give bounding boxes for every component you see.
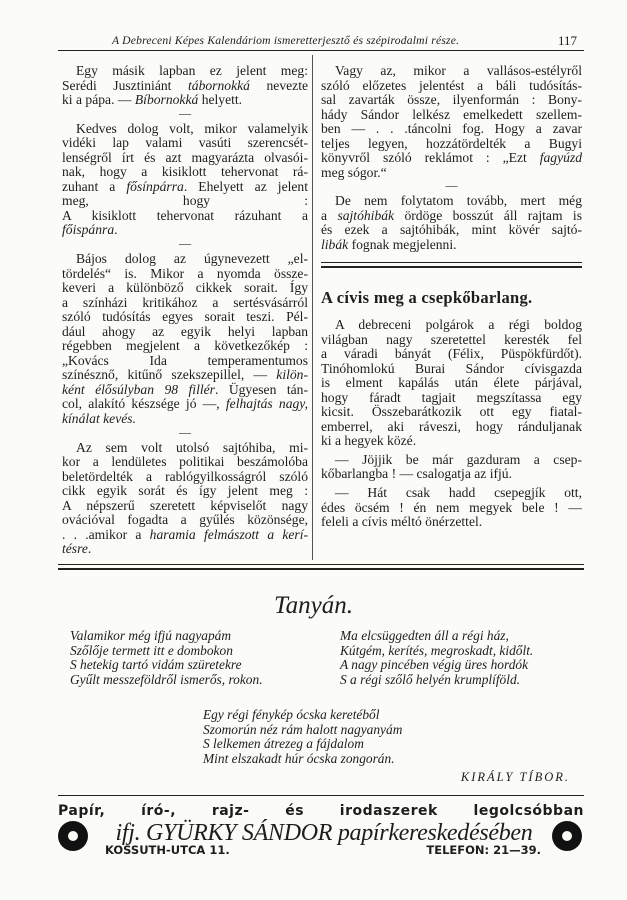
text: keveri a különböző cikkek sorait. Így bbox=[62, 280, 308, 296]
text: régebben megjelent a következőkép : bbox=[62, 338, 308, 354]
right-column bbox=[321, 64, 582, 253]
story-title: A cívis meg a csepkőbarlang. bbox=[321, 288, 533, 307]
text-line bbox=[62, 281, 308, 296]
paragraph-separator: — bbox=[179, 105, 191, 120]
text: — Jöjjik be már gazduram a csep- bbox=[335, 451, 582, 467]
text-line bbox=[321, 515, 582, 530]
text: Serédi Jusztiniánt bbox=[62, 77, 189, 93]
ad-circle-right-icon bbox=[552, 821, 582, 851]
text: a bbox=[321, 207, 338, 223]
page-number: 117 bbox=[558, 33, 578, 48]
paragraph-separator: — bbox=[179, 424, 191, 439]
text: világban nagy szeretettel keresték fel bbox=[321, 331, 582, 347]
text-line bbox=[62, 79, 308, 94]
text: lenségről írt és azt magyarázta olvasói- bbox=[62, 149, 308, 165]
text-line bbox=[321, 486, 582, 501]
text: nak, hogy a kisiklott tehervonat rá- bbox=[62, 164, 308, 180]
text: beletördelték a rablógyilkosságról szóló bbox=[62, 468, 308, 484]
text: szóló tudósítás egyes sorait teszi. Pél- bbox=[62, 309, 308, 325]
text-line bbox=[321, 137, 582, 152]
ad-phone: TELEFON: 21—39. bbox=[426, 843, 541, 857]
text-line bbox=[62, 455, 308, 470]
text: teljes legyen, hozzátördelték a Bugyi bbox=[321, 135, 582, 151]
text: helyett. bbox=[198, 92, 243, 108]
poem-line: Mint elszakadt húr ócska zongorán. bbox=[203, 750, 395, 766]
paragraph-separator: — bbox=[179, 236, 191, 251]
text: kőbarlangba ! — csalogatja az ifjú. bbox=[321, 466, 512, 482]
text: cikk egyik sorát és így jelent meg : bbox=[62, 483, 308, 499]
text-line bbox=[62, 180, 308, 195]
text: — Hát csak hadd csepegjík ott, bbox=[335, 485, 582, 501]
poem-line: S lelkemen átrezeg a fájdalom bbox=[203, 736, 364, 752]
text-line bbox=[321, 333, 582, 348]
text-line bbox=[321, 362, 582, 377]
poem-line: Gyűlt messzeföldről ismerős, rokon. bbox=[70, 671, 263, 687]
poem-author: KIRÁLY TÍBOR. bbox=[460, 770, 570, 784]
text-line bbox=[62, 513, 308, 528]
poem-line: Valamikor még ifjú nagyapám bbox=[70, 628, 232, 643]
text: A kisiklott tehervonat rázuhant a bbox=[62, 207, 308, 223]
text-line bbox=[321, 122, 582, 137]
text-line bbox=[62, 368, 308, 383]
text: kor a lendületes politikai beszámolóba bbox=[62, 454, 308, 470]
text-line bbox=[321, 434, 582, 449]
poem-line: Szőlője termett itt e dombokon bbox=[70, 642, 233, 658]
text-line bbox=[321, 347, 582, 362]
ad-address: KOSSUTH-UTCA 11. bbox=[105, 843, 230, 857]
text-line bbox=[62, 267, 308, 282]
text-line bbox=[321, 453, 582, 468]
text-line bbox=[62, 209, 308, 224]
text: . Ügyesen tán- bbox=[214, 381, 308, 397]
text: színésznő, kitűnő szekszepillel, — bbox=[62, 367, 277, 383]
text-line bbox=[62, 397, 308, 412]
text: szóló előzetes jelentést a báli tudósítás- bbox=[321, 77, 582, 93]
text: col, alakító készsége jó —, bbox=[62, 396, 226, 412]
text: ki a pápa. — bbox=[62, 92, 135, 108]
text: . . .amikor a bbox=[62, 526, 150, 542]
text-line bbox=[62, 339, 308, 354]
text-line bbox=[62, 470, 308, 485]
text: Az sem volt utolsó sajtóhiba, mi- bbox=[76, 439, 308, 455]
story-body bbox=[321, 318, 582, 530]
header-rule bbox=[58, 50, 584, 51]
text-line bbox=[62, 252, 308, 267]
text-line bbox=[321, 93, 582, 108]
italic-text: kínálat kevés. bbox=[62, 411, 136, 427]
text-line bbox=[321, 405, 582, 420]
paragraph bbox=[321, 453, 582, 482]
italic-text: kilön- bbox=[276, 367, 308, 383]
text-line bbox=[62, 499, 308, 514]
text: Kedves dolog volt, mikor valamelyik bbox=[76, 120, 308, 136]
poem-line: S hetekig tartó vidám szüretekre bbox=[70, 657, 242, 673]
ad-shop-name: ifj. GYÜRKY SÁNDOR papírkereskedésében bbox=[115, 820, 533, 846]
italic-text: haramia felmászott a kerí- bbox=[149, 526, 309, 542]
paragraph bbox=[321, 486, 582, 530]
text-line bbox=[62, 122, 308, 137]
text: a váradi bányát (Félix, Püspökfürdőt). bbox=[321, 346, 582, 362]
italic-text: Bíbornokká bbox=[134, 92, 199, 108]
text-line bbox=[321, 238, 582, 253]
poem-line: S a régi szőlő helyén krumplíföld. bbox=[340, 671, 521, 687]
text-line bbox=[62, 136, 308, 151]
text: sal zavarták össze, ilyenformán : Bony- bbox=[321, 92, 582, 108]
text: ördöge bosszút áll rajtam is bbox=[394, 207, 582, 223]
text-line bbox=[321, 420, 582, 435]
text-line bbox=[321, 501, 582, 516]
italic-text: tésre bbox=[62, 541, 88, 557]
text-line bbox=[321, 194, 582, 209]
text: vidéki lap valami vasúti szerencsét- bbox=[62, 135, 308, 151]
poem-line: Egy régi fénykép ócska keretéből bbox=[203, 707, 380, 722]
text-line bbox=[62, 441, 308, 456]
text: emberrel, aki ráveszi, hogy ránduljanak bbox=[321, 418, 582, 434]
text: zuhant a bbox=[62, 178, 127, 194]
text: Bájos dolog az úgynevezett „el- bbox=[76, 251, 308, 267]
italic-text: libák bbox=[321, 237, 349, 253]
text-line bbox=[321, 209, 582, 224]
column-divider bbox=[312, 55, 313, 560]
page-double-rule-bottom bbox=[58, 568, 584, 570]
text-line bbox=[62, 325, 308, 340]
text-line bbox=[62, 296, 308, 311]
poem-stanza-2 bbox=[340, 629, 533, 687]
paragraph bbox=[321, 64, 582, 180]
text: és ezek a sajtóhibák, mint kövér sajtó- bbox=[321, 222, 582, 238]
paragraph bbox=[321, 318, 582, 449]
text: Vagy az, mikor a vallásos-estélyről bbox=[335, 63, 582, 78]
section-double-rule-top bbox=[321, 262, 582, 263]
text-line bbox=[62, 383, 308, 398]
text: . bbox=[87, 541, 92, 557]
poem-stanza-1 bbox=[70, 629, 263, 687]
ad-headline: Papír, író-, rajz- és irodaszerek legolcsóbban bbox=[58, 803, 584, 819]
text-line bbox=[62, 484, 308, 499]
paragraph bbox=[62, 122, 308, 238]
text: De nem folytatom tovább, mert még bbox=[335, 193, 582, 209]
text: a színházi kritikához a sertésvásárról bbox=[62, 294, 308, 310]
text: ben — . . .táncolni fog. Hogy a zavar bbox=[321, 121, 582, 137]
text: . bbox=[114, 222, 118, 238]
text-line bbox=[321, 467, 582, 482]
ad-circle-left-icon bbox=[58, 821, 88, 851]
italic-text: felhajtás nagy, bbox=[225, 396, 308, 412]
text-line bbox=[62, 151, 308, 166]
paragraph-separator: — bbox=[445, 178, 458, 193]
text-line bbox=[62, 165, 308, 180]
text: A népszerű szeretett képviselőt nagy bbox=[62, 497, 308, 513]
text-line bbox=[321, 79, 582, 94]
text: ki a hegyek közé. bbox=[321, 433, 417, 449]
text: meg, hogy : bbox=[62, 193, 308, 209]
poem-stanza-3 bbox=[203, 708, 402, 766]
text: A debreceni polgárok a régi boldog bbox=[335, 317, 582, 332]
text: . Ehelyett az jelent bbox=[183, 178, 308, 194]
section-double-rule-bottom bbox=[321, 266, 582, 268]
text: Egy másik lapban ez jelent meg: bbox=[76, 63, 308, 78]
text: „Kovács Ida temperamentumos bbox=[62, 352, 308, 368]
page-double-rule-top bbox=[58, 564, 584, 565]
poem-line: Szomorún néz rám halott nagyanyám bbox=[203, 721, 403, 737]
left-column bbox=[62, 64, 308, 557]
text-line bbox=[321, 223, 582, 238]
text: fognak megjelenni. bbox=[348, 237, 457, 253]
text: feleli a cívis méltó önérzettel. bbox=[321, 514, 483, 530]
italic-text: főispánra bbox=[62, 222, 115, 238]
text-line bbox=[62, 528, 308, 543]
text-line bbox=[62, 310, 308, 325]
advertisement-rule bbox=[58, 795, 584, 796]
text-line bbox=[62, 542, 308, 557]
paragraph bbox=[62, 64, 308, 108]
poem-line: A nagy pincében végig üres hordók bbox=[340, 657, 529, 673]
text: ovációval fogadta a gyűlés közönsége, bbox=[62, 512, 308, 528]
text: kicsit. Összebarátkozik ott egy fiatal- bbox=[321, 404, 582, 420]
text: is elment kapálás után élete párjával, bbox=[321, 375, 582, 391]
text-line bbox=[62, 64, 308, 79]
text-line bbox=[62, 194, 308, 209]
italic-text: tábornokká bbox=[188, 77, 250, 93]
italic-text: sajtóhibák bbox=[337, 207, 395, 223]
text: dául ahogy az egyik helyi lapban bbox=[62, 323, 308, 339]
running-header: A Debreceni Képes Kalendáriom ismeretterjesztő és szépirodalmi része. bbox=[112, 34, 460, 47]
text: hogy fáradt tagjait megszítassa egy bbox=[321, 389, 582, 405]
italic-text: fősínpárra bbox=[126, 178, 184, 194]
text-line bbox=[321, 151, 582, 166]
text-line bbox=[321, 376, 582, 391]
text: hády Sándor lelkész emelkedett szellem- bbox=[321, 106, 582, 122]
text: könyvről szóló reklámot : „Ezt bbox=[321, 150, 540, 166]
paragraph bbox=[62, 441, 308, 557]
text-line bbox=[321, 108, 582, 123]
text: Tinóhomlokú Burai Sándor cívisgazda bbox=[321, 360, 582, 376]
text: nevezte bbox=[249, 77, 309, 93]
text: meg sógor.“ bbox=[321, 164, 387, 180]
text-line bbox=[321, 318, 582, 333]
italic-text: ként élősúlyban 98 fillér bbox=[62, 381, 215, 397]
text: édes öcsém ! én nem megyek bele ! — bbox=[321, 499, 582, 515]
paragraph bbox=[321, 194, 582, 252]
poem-line: Ma elcsüggedten áll a régi ház, bbox=[340, 628, 509, 643]
poem-title: Tanyán. bbox=[274, 592, 353, 619]
poem-line: Kútgém, kerítés, megroskadt, kidőlt. bbox=[340, 642, 534, 658]
italic-text: fagyúzd bbox=[539, 150, 582, 166]
text-line bbox=[321, 64, 582, 79]
text-line bbox=[62, 354, 308, 369]
text: tördelés“ is. Mikor a nyomda össze- bbox=[62, 265, 308, 281]
paragraph bbox=[62, 252, 308, 427]
